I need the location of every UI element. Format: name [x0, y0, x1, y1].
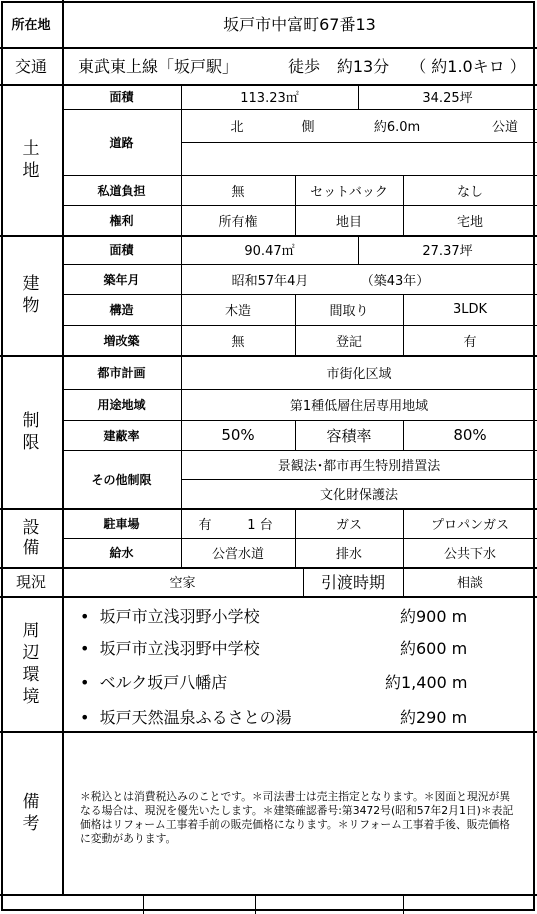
rights-value: 所有権	[218, 214, 258, 230]
env-item-name: 坂戸天然温泉ふるさとの湯	[99, 708, 292, 727]
built-date: 昭和57年4月	[231, 273, 309, 289]
built-age: （築43年）	[360, 273, 430, 289]
access-line: 東武東上線「坂戸駅」	[78, 57, 239, 76]
rights-label: 権利	[109, 213, 134, 228]
layout-value: 3LDK	[452, 302, 488, 317]
registry-label: 登記	[335, 334, 362, 350]
city-planning-value: 市街化区域	[326, 366, 392, 382]
building-area-sqm: 90.47㎡	[244, 244, 295, 259]
env-item: • 坂戸天然温泉ふるさとの湯	[80, 708, 292, 727]
status-label: 現況	[15, 573, 46, 591]
access-label: 交通	[14, 57, 47, 76]
land-area-label: 面積	[109, 90, 134, 104]
private-burden-label: 私道負担	[97, 183, 146, 198]
zoning-value: 第1種低層住居専用地域	[289, 399, 429, 414]
env-item-distance: 約290 m	[400, 708, 468, 727]
coverage-label: 建蔽率	[103, 428, 140, 443]
drain-value: 公共下水	[443, 547, 496, 562]
building-section-label: 建 物	[22, 274, 40, 316]
road-side: 側	[301, 120, 315, 135]
parking-label: 駐車場	[103, 516, 140, 531]
coverage-value: 50%	[221, 426, 255, 444]
env-item-name: ベルク坂戸八幡店	[99, 673, 228, 692]
access-distance: （ 約1.0キロ ）	[410, 57, 526, 76]
water-value: 公営水道	[211, 547, 264, 562]
far-label: 容積率	[326, 426, 372, 445]
gas-value: プロパンガス	[430, 517, 509, 533]
building-area-label: 面積	[109, 243, 134, 257]
drain-label: 排水	[335, 547, 362, 562]
road-type: 公道	[491, 120, 518, 135]
env-item: • 坂戸市立浅羽野中学校	[80, 639, 260, 658]
env-item: • ベルク坂戸八幡店	[80, 673, 228, 692]
land-category-value: 宅地	[456, 214, 483, 230]
environment-section-label: 周 辺 環 境	[22, 620, 40, 707]
access-walk-label: 徒歩	[287, 57, 320, 76]
parking-count: 1 台	[247, 517, 273, 533]
setback-label: セットバック	[310, 184, 388, 200]
env-item-name: 坂戸市立浅羽野小学校	[99, 607, 260, 626]
water-label: 給水	[109, 546, 134, 560]
remarks-section-label: 備 考	[22, 791, 40, 834]
env-item-distance: 約1,400 m	[385, 673, 468, 692]
parking-value: 有	[198, 517, 212, 533]
road-direction: 北	[230, 120, 244, 135]
city-planning-label: 都市計画	[97, 365, 146, 380]
zoning-label: 用途地域	[97, 398, 146, 412]
layout-label: 間取り	[329, 304, 369, 319]
gas-label: ガス	[335, 517, 362, 533]
handover-label: 引渡時期	[320, 573, 385, 592]
other-restrictions-label: その他制限	[91, 472, 152, 487]
other-restrictions-line2: 文化財保護法	[319, 488, 398, 503]
env-item-distance: 約900 m	[400, 607, 468, 626]
renovation-label: 増改築	[103, 333, 140, 348]
land-category-label: 地目	[335, 214, 362, 230]
renovation-value: 無	[231, 334, 245, 350]
env-item: • 坂戸市立浅羽野小学校	[80, 607, 260, 626]
built-label: 築年月	[103, 272, 140, 287]
land-area-sqm: 113.23㎡	[240, 91, 299, 106]
status-value: 空家	[169, 576, 196, 591]
location-value: 坂戸市中富町67番13	[223, 15, 376, 34]
env-item-name: 坂戸市立浅羽野中学校	[99, 639, 260, 658]
remarks-text: ＊税込とは消費税込みのことです。＊司法書士は売主指定となります。＊図面と現況が異なる場合は、現況を優先いたします。＊建築確認番号:第3472号(昭和57年2月1日)＊表記価格はリフォーム工事着手前の販売価格になります。＊リフォーム工事着手後、販売価格に変動があります。	[80, 790, 514, 845]
structure-label: 構造	[109, 303, 134, 317]
land-section-label: 土 地	[22, 138, 40, 181]
far-value: 80%	[453, 426, 487, 444]
road-label: 道路	[109, 135, 134, 150]
access-walk-time: 約13分	[336, 57, 390, 76]
building-area-tsubo: 27.37坪	[422, 244, 473, 259]
registry-value: 有	[463, 334, 477, 350]
env-item-distance: 約600 m	[400, 639, 468, 658]
facilities-section-label: 設 備	[22, 517, 40, 558]
location-label: 所在地	[11, 18, 51, 33]
private-burden-value: 無	[231, 184, 245, 200]
setback-value: なし	[456, 184, 483, 200]
restrictions-section-label: 制 限	[22, 410, 40, 453]
land-area-tsubo: 34.25坪	[422, 91, 473, 106]
structure-value: 木造	[224, 304, 251, 319]
road-width: 約6.0m	[373, 120, 421, 135]
handover-value: 相談	[456, 576, 483, 591]
other-restrictions-line1: 景観法･都市再生特別措置法	[277, 459, 441, 474]
